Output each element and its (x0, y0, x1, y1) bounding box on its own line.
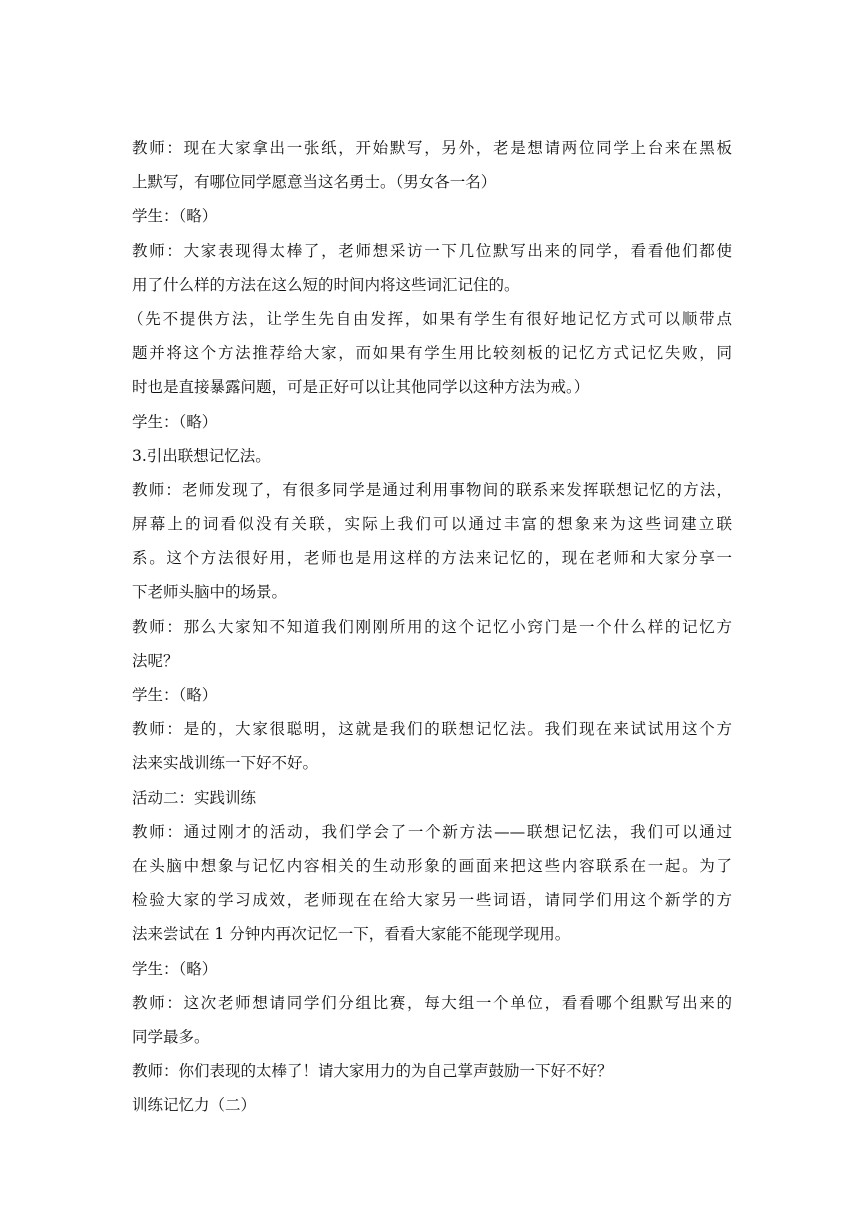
text-line: 检验大家的学习成效，老师现在在给大家另一些词语，请同学们用这个新学的方 (132, 891, 732, 910)
text-line: 学生：（略） (132, 686, 218, 704)
text-line: 教师：这次老师想请同学们分组比赛，每大组一个单位，看看哪个组默写出来的 (132, 993, 732, 1012)
text-line: 用了什么样的方法在这么短的时间内将这些词汇记住的。 (132, 275, 520, 294)
text-line: 系。这个方法很好用，老师也是用这样的方法来记忆的，现在老师和大家分享一 (132, 549, 732, 568)
text-line: 学生：（略） (132, 412, 218, 431)
text-line: 法来实战训练一下好不好。 (132, 754, 319, 773)
text-line: 时也是直接暴露问题，可是正好可以让其他同学以这种方法为戒。） (132, 378, 590, 397)
text-line: 法来尝试在 1 分钟内再次记忆一下，看看大家能不能现学现用。 (132, 925, 571, 944)
text-line: 法呢？ (132, 651, 179, 670)
section-heading: 活动二：实践训练 (132, 788, 257, 807)
text-line: 教师：是的，大家很聪明，这就是我们的联想记忆法。我们现在来试试用这个方 (132, 720, 732, 739)
text-line: 同学最多。 (132, 1027, 210, 1046)
text-line: 教师：那么大家知不知道我们刚刚所用的这个记忆小窍门是一个什么样的记忆方 (132, 617, 732, 636)
text-line: 教师：通过刚才的活动，我们学会了一个新方法——联想记忆法，我们可以通过 (132, 822, 732, 841)
text-line: 题并将这个方法推荐给大家，而如果有学生用比较刻板的记忆方式记忆失败，同 (132, 344, 732, 363)
section-heading: 训练记忆力（二） (132, 1096, 257, 1115)
text-line: （先不提供方法，让学生先自由发挥，如果有学生有很好地记忆方式可以顺带点 (128, 309, 732, 328)
text-line: 上默写，有哪位同学愿意当这名勇士。（男女各一名） (132, 173, 497, 192)
text-line: 下老师头脑中的场景。 (132, 583, 288, 602)
document-body (128, 131, 732, 1122)
section-heading: 3.引出联想记忆法。 (132, 446, 271, 465)
text-line: 教师：老师发现了，有很多同学是通过利用事物间的联系来发挥联想记忆的方法， (132, 480, 732, 499)
text-line: 教师：你们表现的太棒了！请大家用力的为自己掌声鼓励一下好不好？ (132, 1062, 613, 1081)
text-line: 学生：（略） (132, 959, 218, 978)
text-line: 学生：（略） (132, 207, 218, 226)
text-line: 教师：现在大家拿出一张纸，开始默写，另外，老是想请两位同学上台来在黑板 (132, 139, 732, 157)
text-line: 在头脑中想象与记忆内容相关的生动形象的画面来把这些内容联系在一起。为了 (132, 856, 732, 875)
text-line: 教师：大家表现得太棒了，老师想采访一下几位默写出来的同学，看看他们都使 (132, 241, 732, 260)
text-line: 屏幕上的词看似没有关联，实际上我们可以通过丰富的想象来为这些词建立联 (132, 515, 732, 534)
